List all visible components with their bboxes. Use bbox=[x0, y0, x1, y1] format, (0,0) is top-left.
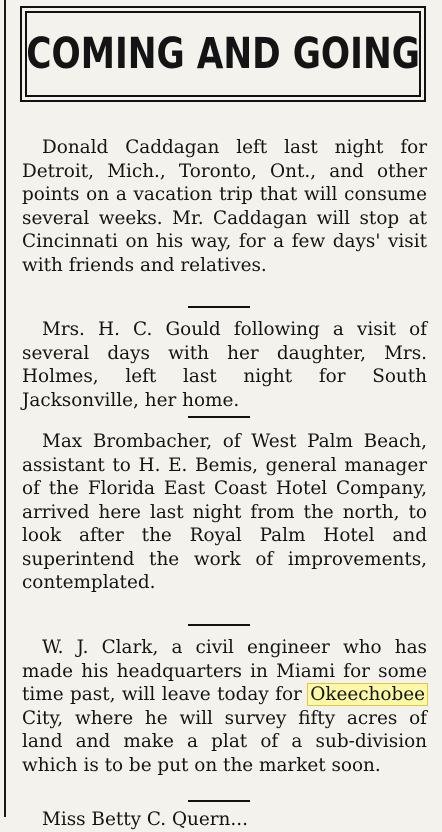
news-item-brombacher: Max Brombacher, of West Palm Beach, assistant to H. E. Bemis, general manager of the Florida East Coast Hotel Company, arrived here last night from the north, to look after the Royal Palm Hotel and superintend the work of improvements, contemplated. bbox=[22, 431, 427, 593]
news-item-caddagan: Donald Caddagan left last night for Detroit, Mich., Toronto, Ont., and other points on a vacation trip that will consume several weeks. Mr. Caddagan will stop at Cincinnati on his way, for a few days' visit with friends and relatives. bbox=[22, 137, 427, 276]
clark-text-after: City, where he will survey fifty acres of land and make a plat of a sub-division which is to be put on the market soon. bbox=[22, 707, 427, 776]
headline: COMING AND GOING bbox=[26, 29, 420, 79]
headline-box bbox=[20, 6, 426, 102]
item-separator bbox=[188, 624, 250, 626]
headline-box-inner bbox=[25, 11, 421, 97]
item-separator bbox=[188, 306, 250, 308]
item-separator bbox=[188, 416, 250, 418]
item-separator bbox=[188, 800, 250, 802]
news-item-clark bbox=[22, 636, 427, 777]
news-item-partial: Miss Betty C. Quern... bbox=[42, 809, 248, 830]
clark-text-before: W. J. Clark, a civil engineer who has made his headquarters in Miami for some time past, will leave today for bbox=[22, 637, 427, 705]
column-rule bbox=[4, 0, 6, 817]
news-item-gould: Mrs. H. C. Gould following a visit of several days with her daughter, Mrs. Holmes, left last night for South Jacksonville, her home. bbox=[22, 319, 427, 411]
highlighted-term: Okeechobee bbox=[310, 684, 425, 705]
